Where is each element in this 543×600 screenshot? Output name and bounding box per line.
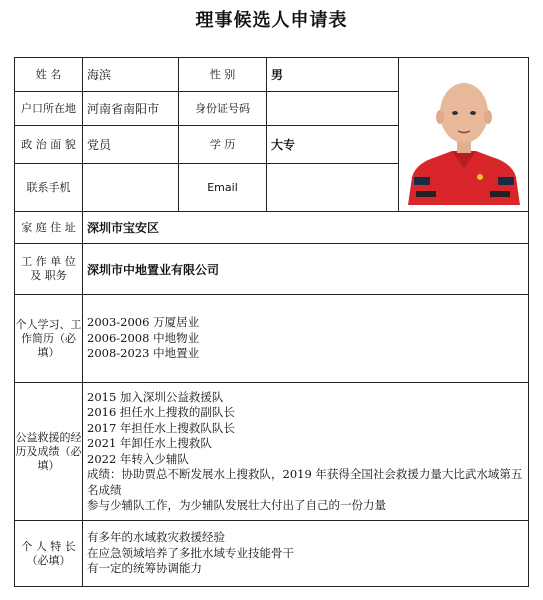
rescue-line: 2017 年担任水上搜救队队长	[87, 420, 235, 435]
resume-line: 2003-2006 万厦居业	[87, 315, 200, 330]
resume-line: 2006-2008 中地物业	[87, 330, 200, 345]
resume-line: 2008-2023 中地置业	[87, 346, 200, 361]
hukou-label: 户口所在地	[15, 92, 83, 126]
rescue-line: 2016 担任水上搜救的副队长	[87, 405, 235, 419]
rescue-line: 成绩：协助贾总不断发展水上搜救队，2019 年获得全国社会救援力量大比武水域第五名成绩	[87, 467, 523, 497]
name-label: 姓 名	[15, 58, 83, 92]
education-value: 大专	[267, 126, 399, 164]
rescue-label: 公益救援的经历及成绩（必填）	[15, 383, 83, 521]
specialty-line: 在应急领域培养了多批水域专业技能骨干	[87, 545, 294, 560]
id-number-value	[267, 92, 399, 126]
gender-label: 性 别	[179, 58, 267, 92]
email-value	[267, 164, 399, 212]
form-title: 理事候选人申请表	[195, 10, 348, 31]
gender-value: 男	[267, 58, 399, 92]
address-value: 深圳市宝安区	[83, 212, 529, 244]
resume-label: 个人学习、工作简历（必填）	[15, 295, 83, 383]
specialty-label: 个 人 特 长（必填）	[15, 521, 83, 587]
photo-cell	[399, 58, 529, 212]
rescue-line: 2021 年卸任水上搜救队	[87, 436, 212, 450]
education-label: 学 历	[179, 126, 267, 164]
resume-content	[83, 295, 529, 383]
rescue-line: 2015 加入深圳公益救援队	[87, 389, 224, 404]
phone-label: 联系手机	[15, 164, 83, 212]
specialty-line: 有多年的水域救灾救援经验	[87, 530, 225, 545]
applicant-photo	[402, 65, 526, 205]
application-form	[14, 57, 529, 587]
rescue-line: 参与少辅队工作，为少辅队发展壮大付出了自己的一份力量	[87, 498, 386, 512]
work-value: 深圳市中地置业有限公司	[83, 244, 529, 295]
specialty-line: 有一定的统筹协调能力	[87, 561, 202, 576]
email-label: Email	[179, 164, 267, 212]
work-label: 工 作 单 位 及 职务	[15, 244, 83, 295]
politics-value: 党员	[83, 126, 179, 164]
address-label: 家 庭 住 址	[15, 212, 83, 244]
specialty-content	[83, 521, 529, 587]
politics-label: 政 治 面 貌	[15, 126, 83, 164]
hukou-value: 河南省南阳市	[83, 92, 179, 126]
id-number-label: 身份证号码	[179, 92, 267, 126]
phone-value	[83, 164, 179, 212]
rescue-content	[83, 383, 529, 521]
name-value: 海滨	[83, 58, 179, 92]
rescue-line: 2022 年转入少辅队	[87, 451, 189, 466]
